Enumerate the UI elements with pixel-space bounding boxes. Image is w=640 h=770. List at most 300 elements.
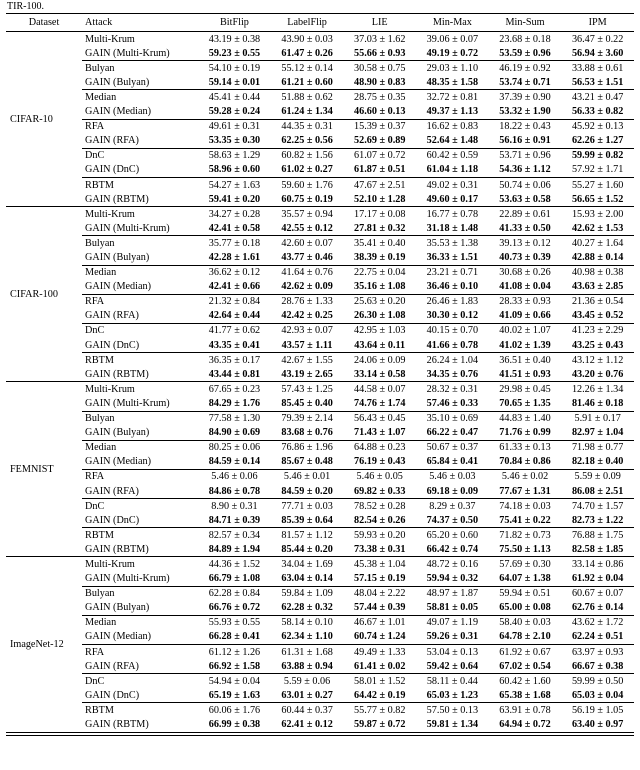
result-cell: 59.94 ± 0.51: [499, 588, 551, 600]
result-cell: 42.95 ± 1.03: [354, 325, 406, 337]
attack-label: RBTM: [85, 529, 114, 541]
result-cell: 59.93 ± 0.20: [354, 529, 406, 541]
table-row: [6, 46, 634, 61]
result-cell: 56.19 ± 1.05: [571, 704, 624, 716]
result-cell: 70.65 ± 1.35: [489, 396, 562, 411]
result-cell: 65.84 ± 0.41: [416, 455, 489, 470]
result-cell: 55.27 ± 1.60: [571, 179, 624, 191]
result-cell: 81.46 ± 0.18: [561, 396, 634, 411]
result-cell: 59.41 ± 0.20: [198, 192, 271, 207]
result-cell: 25.63 ± 0.20: [354, 296, 406, 308]
result-cell: 49.07 ± 1.19: [426, 617, 479, 629]
result-cell: 30.68 ± 0.26: [499, 267, 551, 279]
attack-label: GAIN (RBTM): [82, 542, 198, 557]
table-row: [6, 440, 634, 455]
attack-label: RFA: [85, 471, 105, 483]
result-cell: 33.14 ± 0.58: [343, 367, 416, 382]
result-cell: 42.42 ± 0.25: [271, 309, 344, 324]
attack-label: Bulyan: [85, 237, 115, 249]
result-cell: 42.41 ± 0.58: [198, 221, 271, 236]
table-row: [6, 148, 634, 163]
table-row: [6, 688, 634, 703]
result-cell: 62.76 ± 0.14: [561, 601, 634, 616]
result-cell: 28.76 ± 1.33: [281, 296, 333, 308]
result-cell: 38.39 ± 0.19: [343, 251, 416, 266]
result-cell: 61.21 ± 0.60: [271, 75, 344, 90]
table-row: [6, 75, 634, 90]
result-cell: 5.46 ± 0.01: [283, 471, 331, 483]
result-cell: 41.02 ± 1.39: [489, 338, 562, 353]
attack-label: Bulyan: [85, 62, 115, 74]
result-cell: 82.58 ± 1.85: [561, 542, 634, 557]
attack-label: GAIN (RBTM): [82, 367, 198, 382]
result-cell: 71.43 ± 1.07: [343, 426, 416, 441]
column-header: LIE: [343, 14, 416, 32]
result-cell: 28.33 ± 0.93: [499, 296, 551, 308]
attack-label: Median: [85, 267, 117, 279]
attack-label: GAIN (Bulyan): [82, 601, 198, 616]
result-cell: 50.67 ± 0.37: [426, 442, 479, 454]
attack-label: GAIN (Median): [82, 280, 198, 295]
result-cell: 59.94 ± 0.32: [416, 572, 489, 587]
result-cell: 46.60 ± 0.13: [343, 105, 416, 120]
result-cell: 42.88 ± 0.14: [561, 251, 634, 266]
result-cell: 65.00 ± 0.08: [489, 601, 562, 616]
result-cell: 60.44 ± 0.37: [281, 704, 333, 716]
result-cell: 77.58 ± 1.30: [208, 413, 261, 425]
result-cell: 86.08 ± 2.51: [561, 484, 634, 499]
attack-label: DnC: [85, 325, 105, 337]
result-cell: 49.61 ± 0.31: [208, 121, 261, 133]
result-cell: 42.28 ± 1.61: [198, 251, 271, 266]
result-cell: 43.44 ± 0.81: [198, 367, 271, 382]
result-cell: 70.84 ± 0.86: [489, 455, 562, 470]
result-cell: 23.21 ± 0.71: [426, 267, 479, 279]
result-cell: 60.74 ± 1.24: [343, 630, 416, 645]
result-cell: 60.67 ± 0.07: [571, 588, 624, 600]
result-cell: 46.67 ± 1.01: [354, 617, 406, 629]
result-cell: 41.23 ± 2.29: [571, 325, 624, 337]
attack-label: Multi-Krum: [85, 33, 135, 45]
result-cell: 40.27 ± 1.64: [571, 237, 624, 249]
result-cell: 53.32 ± 1.90: [489, 105, 562, 120]
result-cell: 35.53 ± 1.38: [426, 237, 479, 249]
result-cell: 78.52 ± 0.28: [354, 500, 406, 512]
result-cell: 58.96 ± 0.60: [198, 163, 271, 178]
result-cell: 57.50 ± 0.13: [426, 704, 479, 716]
result-cell: 58.40 ± 0.03: [499, 617, 551, 629]
result-cell: 60.75 ± 0.19: [271, 192, 344, 207]
result-cell: 54.94 ± 0.04: [208, 675, 261, 687]
result-cell: 32.72 ± 0.81: [426, 91, 479, 103]
result-cell: 42.62 ± 0.09: [271, 280, 344, 295]
result-cell: 5.46 ± 0.03: [429, 471, 476, 483]
result-cell: 66.67 ± 0.38: [561, 659, 634, 674]
result-cell: 56.43 ± 0.45: [354, 413, 406, 425]
result-cell: 42.41 ± 0.66: [198, 280, 271, 295]
table-body: [6, 32, 634, 733]
result-cell: 30.58 ± 0.75: [354, 62, 406, 74]
result-cell: 44.58 ± 0.07: [354, 383, 406, 395]
attack-label: GAIN (Median): [82, 630, 198, 645]
table-row: [6, 163, 634, 178]
result-cell: 63.97 ± 0.93: [571, 646, 624, 658]
result-cell: 77.67 ± 1.31: [489, 484, 562, 499]
attack-label: GAIN (RBTM): [82, 192, 198, 207]
result-cell: 61.47 ± 0.26: [271, 46, 344, 61]
result-cell: 64.78 ± 2.10: [489, 630, 562, 645]
attack-label: GAIN (Multi-Krum): [82, 396, 198, 411]
result-cell: 57.46 ± 0.33: [416, 396, 489, 411]
result-cell: 84.59 ± 0.20: [271, 484, 344, 499]
result-cell: 39.06 ± 0.07: [426, 33, 479, 45]
result-cell: 58.14 ± 0.10: [281, 617, 333, 629]
result-cell: 71.76 ± 0.99: [489, 426, 562, 441]
result-cell: 44.36 ± 1.52: [208, 558, 261, 570]
attack-label: RFA: [85, 296, 105, 308]
result-cell: 69.18 ± 0.09: [416, 484, 489, 499]
result-cell: 43.77 ± 0.46: [271, 251, 344, 266]
attack-label: GAIN (Bulyan): [82, 251, 198, 266]
result-cell: 59.23 ± 0.55: [198, 46, 271, 61]
result-cell: 41.51 ± 0.93: [489, 367, 562, 382]
result-cell: 47.67 ± 2.51: [354, 179, 406, 191]
result-cell: 43.64 ± 0.11: [343, 338, 416, 353]
result-cell: 16.62 ± 0.83: [426, 121, 479, 133]
result-cell: 30.30 ± 0.12: [416, 309, 489, 324]
result-cell: 63.04 ± 0.14: [271, 572, 344, 587]
column-header: IPM: [561, 14, 634, 32]
result-cell: 40.73 ± 0.39: [489, 251, 562, 266]
result-cell: 84.86 ± 0.78: [198, 484, 271, 499]
result-cell: 49.37 ± 1.13: [416, 105, 489, 120]
result-cell: 62.24 ± 0.51: [561, 630, 634, 645]
result-cell: 35.57 ± 0.94: [281, 208, 333, 220]
result-cell: 53.04 ± 0.13: [426, 646, 479, 658]
result-cell: 60.42 ± 1.60: [499, 675, 551, 687]
result-cell: 66.99 ± 0.38: [198, 718, 271, 733]
result-cell: 49.19 ± 0.72: [416, 46, 489, 61]
attack-label: GAIN (Bulyan): [82, 426, 198, 441]
attack-label: Bulyan: [85, 413, 115, 425]
result-cell: 59.99 ± 0.50: [571, 675, 624, 687]
result-cell: 28.32 ± 0.31: [426, 383, 479, 395]
result-cell: 35.16 ± 1.08: [343, 280, 416, 295]
attack-label: RFA: [85, 121, 105, 133]
result-cell: 54.10 ± 0.19: [208, 62, 261, 74]
result-cell: 37.03 ± 1.62: [354, 33, 406, 45]
result-cell: 17.17 ± 0.08: [354, 208, 406, 220]
result-cell: 81.57 ± 1.12: [281, 529, 333, 541]
result-cell: 27.81 ± 0.32: [343, 221, 416, 236]
table-row: [6, 528, 634, 543]
result-cell: 26.30 ± 1.08: [343, 309, 416, 324]
attack-label: GAIN (DnC): [82, 688, 198, 703]
column-header: BitFlip: [198, 14, 271, 32]
table-row: [6, 513, 634, 528]
attack-label: Bulyan: [85, 588, 115, 600]
result-cell: 61.31 ± 1.68: [281, 646, 333, 658]
result-cell: 56.65 ± 1.52: [561, 192, 634, 207]
table-row: [6, 119, 634, 134]
result-cell: 58.01 ± 1.52: [354, 675, 406, 687]
result-cell: 59.87 ± 0.72: [343, 718, 416, 733]
table-row: [6, 382, 634, 397]
result-cell: 43.45 ± 0.52: [561, 309, 634, 324]
attack-label: RBTM: [85, 179, 114, 191]
result-cell: 65.20 ± 0.60: [426, 529, 479, 541]
result-cell: 34.04 ± 1.69: [281, 558, 333, 570]
result-cell: 61.04 ± 1.18: [416, 163, 489, 178]
result-cell: 59.28 ± 0.24: [198, 105, 271, 120]
result-cell: 71.82 ± 0.73: [499, 529, 551, 541]
table-row: [6, 499, 634, 514]
result-cell: 63.01 ± 0.27: [271, 688, 344, 703]
result-cell: 74.70 ± 1.57: [571, 500, 624, 512]
table-row: [6, 32, 634, 47]
result-cell: 66.42 ± 0.74: [416, 542, 489, 557]
attack-label: GAIN (Multi-Krum): [82, 46, 198, 61]
result-cell: 24.06 ± 0.09: [354, 354, 406, 366]
attack-label: DnC: [85, 675, 105, 687]
result-cell: 48.72 ± 0.16: [426, 558, 479, 570]
table-row: [6, 630, 634, 645]
result-cell: 84.90 ± 0.69: [198, 426, 271, 441]
result-cell: 45.92 ± 0.13: [571, 121, 624, 133]
result-cell: 33.14 ± 0.86: [571, 558, 624, 570]
result-cell: 61.92 ± 0.67: [499, 646, 551, 658]
result-cell: 84.71 ± 0.39: [198, 513, 271, 528]
result-cell: 5.91 ± 0.17: [574, 413, 621, 425]
result-cell: 65.19 ± 1.63: [198, 688, 271, 703]
result-cell: 43.62 ± 1.72: [571, 617, 624, 629]
result-cell: 53.74 ± 0.71: [489, 75, 562, 90]
result-cell: 57.92 ± 1.71: [561, 163, 634, 178]
result-cell: 52.64 ± 1.48: [416, 134, 489, 149]
result-cell: 85.45 ± 0.40: [271, 396, 344, 411]
table-row: [6, 338, 634, 353]
result-cell: 74.76 ± 1.74: [343, 396, 416, 411]
result-cell: 40.02 ± 1.07: [499, 325, 551, 337]
result-cell: 43.12 ± 1.12: [571, 354, 624, 366]
result-cell: 74.18 ± 0.03: [499, 500, 551, 512]
result-cell: 56.33 ± 0.82: [561, 105, 634, 120]
column-header: Min-Max: [416, 14, 489, 32]
result-cell: 58.63 ± 1.29: [208, 150, 261, 162]
result-cell: 26.46 ± 1.83: [426, 296, 479, 308]
table-row: [6, 178, 634, 193]
results-table: [6, 13, 634, 733]
result-cell: 36.51 ± 0.40: [499, 354, 551, 366]
result-cell: 48.35 ± 1.58: [416, 75, 489, 90]
dataset-label: ImageNet-12: [6, 557, 82, 732]
table-row: [6, 353, 634, 368]
result-cell: 43.35 ± 0.41: [198, 338, 271, 353]
result-cell: 76.86 ± 1.96: [281, 442, 333, 454]
result-cell: 82.57 ± 0.34: [208, 529, 261, 541]
result-cell: 43.25 ± 0.43: [561, 338, 634, 353]
table-row: [6, 411, 634, 426]
result-cell: 46.19 ± 0.92: [499, 62, 551, 74]
result-cell: 83.68 ± 0.76: [271, 426, 344, 441]
result-cell: 61.92 ± 0.04: [561, 572, 634, 587]
result-cell: 53.59 ± 0.96: [489, 46, 562, 61]
result-cell: 48.04 ± 2.22: [354, 588, 406, 600]
result-cell: 59.99 ± 0.82: [571, 150, 624, 162]
result-cell: 55.93 ± 0.55: [208, 617, 261, 629]
result-cell: 66.79 ± 1.08: [198, 572, 271, 587]
result-cell: 57.15 ± 0.19: [343, 572, 416, 587]
result-cell: 8.29 ± 0.37: [429, 500, 476, 512]
result-cell: 62.26 ± 1.27: [561, 134, 634, 149]
result-cell: 12.26 ± 1.34: [571, 383, 624, 395]
result-cell: 71.98 ± 0.77: [571, 442, 624, 454]
result-cell: 37.39 ± 0.90: [499, 91, 551, 103]
result-cell: 59.81 ± 1.34: [416, 718, 489, 733]
result-cell: 76.88 ± 1.75: [571, 529, 624, 541]
result-cell: 54.27 ± 1.63: [208, 179, 261, 191]
result-cell: 35.41 ± 0.40: [354, 237, 406, 249]
result-cell: 41.64 ± 0.76: [281, 267, 333, 279]
result-cell: 85.44 ± 0.20: [271, 542, 344, 557]
attack-label: GAIN (DnC): [82, 338, 198, 353]
result-cell: 26.24 ± 1.04: [426, 354, 479, 366]
result-cell: 5.46 ± 0.05: [356, 471, 403, 483]
result-cell: 85.67 ± 0.48: [271, 455, 344, 470]
dataset-label: FEMNIST: [6, 382, 82, 557]
result-cell: 21.36 ± 0.54: [571, 296, 624, 308]
result-cell: 54.36 ± 1.12: [489, 163, 562, 178]
result-cell: 34.27 ± 0.28: [208, 208, 261, 220]
attack-label: GAIN (Multi-Krum): [82, 572, 198, 587]
attack-label: Multi-Krum: [85, 383, 135, 395]
result-cell: 43.63 ± 2.85: [561, 280, 634, 295]
table-row: [6, 586, 634, 601]
result-cell: 57.43 ± 1.25: [281, 383, 333, 395]
result-cell: 42.67 ± 1.55: [281, 354, 333, 366]
result-cell: 59.84 ± 1.09: [281, 588, 333, 600]
result-cell: 43.19 ± 2.65: [271, 367, 344, 382]
attack-label: RBTM: [85, 704, 114, 716]
result-cell: 64.94 ± 0.72: [489, 718, 562, 733]
result-cell: 41.33 ± 0.50: [489, 221, 562, 236]
result-cell: 23.68 ± 0.18: [499, 33, 551, 45]
result-cell: 59.26 ± 0.31: [416, 630, 489, 645]
result-cell: 65.38 ± 1.68: [489, 688, 562, 703]
result-cell: 43.20 ± 0.76: [561, 367, 634, 382]
table-row: [6, 455, 634, 470]
result-cell: 45.38 ± 1.04: [354, 558, 406, 570]
result-cell: 63.91 ± 0.78: [499, 704, 551, 716]
table-row: [6, 90, 634, 105]
dataset-label: CIFAR-10: [6, 32, 82, 207]
attack-label: Median: [85, 617, 117, 629]
result-cell: 41.09 ± 0.66: [489, 309, 562, 324]
result-cell: 36.35 ± 0.17: [208, 354, 261, 366]
result-cell: 80.25 ± 0.06: [208, 442, 261, 454]
result-cell: 74.37 ± 0.50: [416, 513, 489, 528]
result-cell: 53.35 ± 0.30: [198, 134, 271, 149]
attack-label: GAIN (Bulyan): [82, 75, 198, 90]
result-cell: 62.41 ± 0.12: [271, 718, 344, 733]
attack-label: GAIN (RFA): [82, 309, 198, 324]
result-cell: 59.42 ± 0.64: [416, 659, 489, 674]
attack-label: RFA: [85, 646, 105, 658]
result-cell: 65.03 ± 1.23: [416, 688, 489, 703]
result-cell: 75.50 ± 1.13: [489, 542, 562, 557]
result-cell: 61.41 ± 0.02: [343, 659, 416, 674]
table-row: [6, 192, 634, 207]
result-cell: 18.22 ± 0.43: [499, 121, 551, 133]
attack-label: GAIN (Multi-Krum): [82, 221, 198, 236]
result-cell: 41.66 ± 0.78: [416, 338, 489, 353]
result-cell: 33.88 ± 0.61: [571, 62, 624, 74]
result-cell: 5.59 ± 0.09: [574, 471, 621, 483]
result-cell: 61.12 ± 1.26: [208, 646, 261, 658]
result-cell: 62.25 ± 0.56: [271, 134, 344, 149]
result-cell: 60.42 ± 0.59: [426, 150, 479, 162]
table-row: [6, 542, 634, 557]
caption-fragment: TIR-100.: [7, 1, 44, 12]
result-cell: 15.93 ± 2.00: [571, 208, 624, 220]
result-cell: 63.40 ± 0.97: [561, 718, 634, 733]
result-cell: 58.11 ± 0.44: [426, 675, 478, 687]
attack-label: GAIN (RFA): [82, 134, 198, 149]
table-row: [6, 645, 634, 660]
table-row: [6, 323, 634, 338]
result-cell: 85.39 ± 0.64: [271, 513, 344, 528]
result-cell: 8.90 ± 0.31: [211, 500, 258, 512]
result-cell: 82.54 ± 0.26: [343, 513, 416, 528]
table-row: [6, 221, 634, 236]
result-cell: 64.42 ± 0.19: [343, 688, 416, 703]
attack-label: DnC: [85, 500, 105, 512]
result-cell: 61.24 ± 1.34: [271, 105, 344, 120]
result-cell: 66.92 ± 1.58: [198, 659, 271, 674]
column-header: Attack: [82, 14, 198, 32]
result-cell: 16.77 ± 0.78: [426, 208, 479, 220]
attack-label: Multi-Krum: [85, 208, 135, 220]
result-cell: 41.08 ± 0.04: [489, 280, 562, 295]
result-cell: 75.41 ± 0.22: [489, 513, 562, 528]
result-cell: 55.12 ± 0.14: [281, 62, 333, 74]
result-cell: 22.89 ± 0.61: [499, 208, 551, 220]
table-row: [6, 557, 634, 572]
result-cell: 66.76 ± 0.72: [198, 601, 271, 616]
attack-label: GAIN (DnC): [82, 163, 198, 178]
table-row: [6, 134, 634, 149]
attack-label: GAIN (RFA): [82, 484, 198, 499]
attack-label: Multi-Krum: [85, 558, 135, 570]
table-row: [6, 659, 634, 674]
result-cell: 62.28 ± 0.32: [271, 601, 344, 616]
result-cell: 64.07 ± 1.38: [489, 572, 562, 587]
result-cell: 61.07 ± 0.72: [354, 150, 406, 162]
result-cell: 43.21 ± 0.47: [571, 91, 624, 103]
result-cell: 29.03 ± 1.10: [426, 62, 479, 74]
table-row: [6, 236, 634, 251]
table-row: [6, 207, 634, 222]
result-cell: 48.97 ± 1.87: [426, 588, 479, 600]
result-cell: 31.18 ± 1.48: [416, 221, 489, 236]
result-cell: 49.60 ± 0.17: [416, 192, 489, 207]
table-row: [6, 61, 634, 76]
result-cell: 36.33 ± 1.51: [416, 251, 489, 266]
result-cell: 44.35 ± 0.31: [281, 121, 333, 133]
result-cell: 65.03 ± 0.04: [561, 688, 634, 703]
result-cell: 28.75 ± 0.35: [354, 91, 406, 103]
result-cell: 61.87 ± 0.51: [343, 163, 416, 178]
